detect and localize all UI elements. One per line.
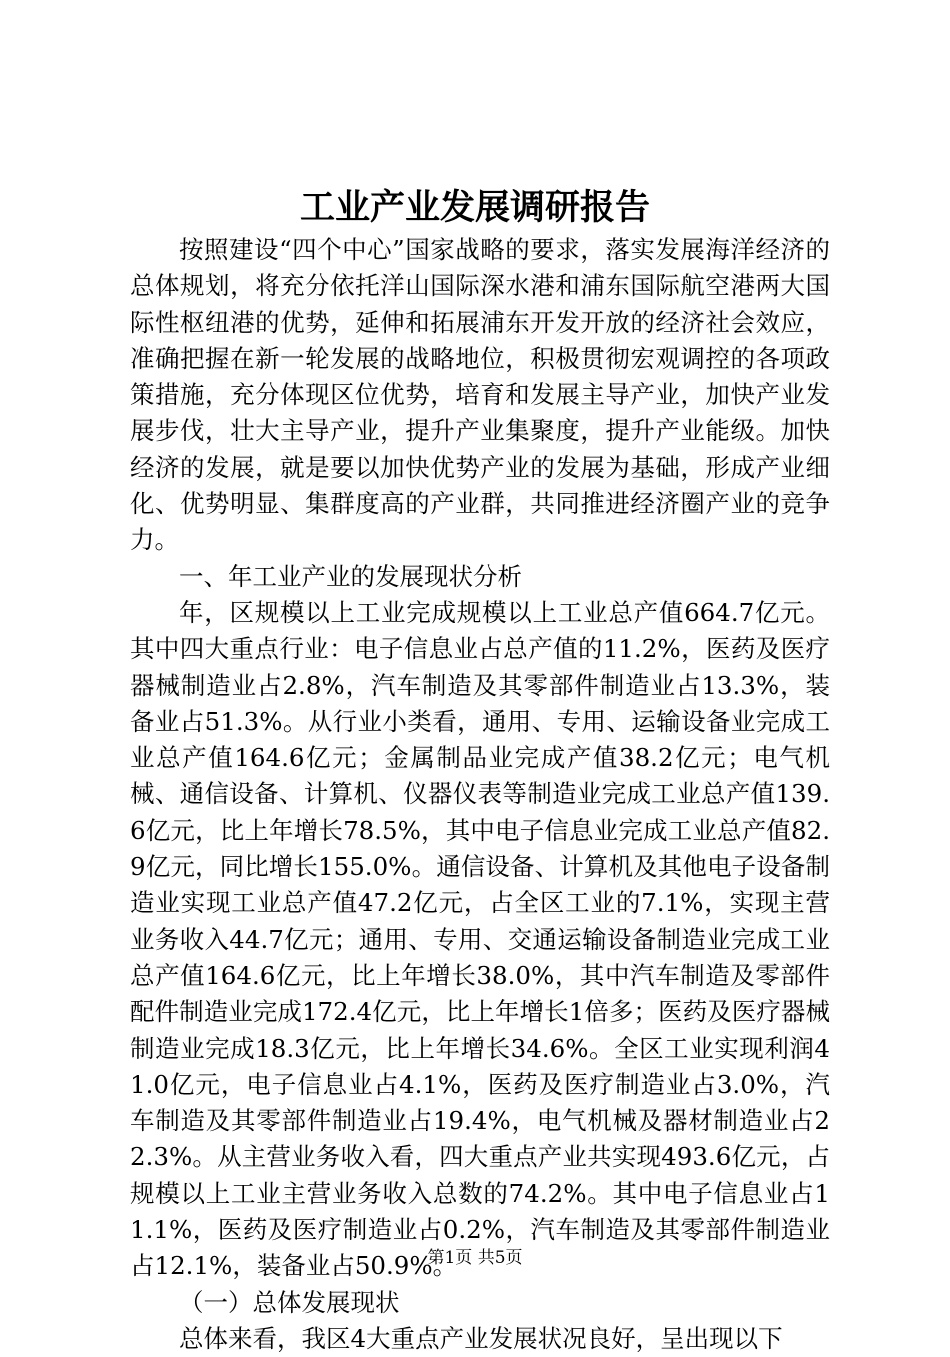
- paragraph-overview: 总体来看，我区4大重点产业发展状况良好，呈出现以下: [179, 1323, 783, 1353]
- section-heading: 一、年工业产业的发展现状分析: [179, 561, 522, 591]
- page-footer: 第1页 共5页: [427, 1248, 523, 1268]
- subsection-heading: （一）总体发展现状: [179, 1287, 400, 1317]
- paragraph-analysis: 年，区规模以上工业完成规模以上工业总产值664.7亿元。其中四大重点行业：电子信息业占总产值的11.2%，医药及医疗器械制造业占2.8%，汽车制造及其零部件制造业占13.3%，装备业占51.3%。从行业小类看，通用、专用、运输设备业完成工业总产值164.6亿元；金属制品业完成产值38.2亿元；电气机械、通信设备、计算机、仪器仪表等制造业完成工业总产值139.6亿元，比上年增长78.5%，其中电子信息业完成工业总产值82.9亿元，同比增长155.0%。通信设备、计算机及其他电子设备制造业实现工业总产值47.2亿元，占全区工业的7.1%，实现主营业务收入44.7亿元；通用、专用、交通运输设备制造业完成工业总产值164.6亿元，比上年增长38.0%，其中汽车制造及零部件配件制造业完成172.4亿元，比上年增长1倍多；医药及医疗器械制造业完成18.3亿元，比上年增长34.6%。全区工业实现利润41.0亿元，电子信息业占4.1%，医药及医疗制造业占3.0%，汽车制造及其零部件制造业占19.4%，电气机械及器材制造业占22.3%。从主营业务收入看，四大重点产业共实现493.6亿元，占规模以上工业主营业务收入总数的74.2%。其中电子信息业占11.1%，医药及医疗制造业占0.2%，汽车制造及其零部件制造业占12.1%，装备业占50.9%。: [130, 597, 830, 1281]
- document-body: [130, 232, 830, 1357]
- paragraph-intro: 按照建设“四个中心”国家战略的要求，落实发展海洋经济的总体规划，将充分依托洋山国际深水港和浦东国际航空港两大国际性枢纽港的优势，延伸和拓展浦东开发开放的经济社会效应，准确把握在新一轮发展的战略地位，积极贯彻宏观调控的各项政策措施，充分体现区位优势，培育和发展主导产业，加快产业发展步伐，壮大主导产业，提升产业集聚度，提升产业能级。加快经济的发展，就是要以加快优势产业的发展为基础，形成产业细化、优势明显、集群度高的产业群，共同推进经济圈产业的竞争力。: [130, 235, 830, 555]
- document-title: 工业产业发展调研报告: [299, 187, 650, 228]
